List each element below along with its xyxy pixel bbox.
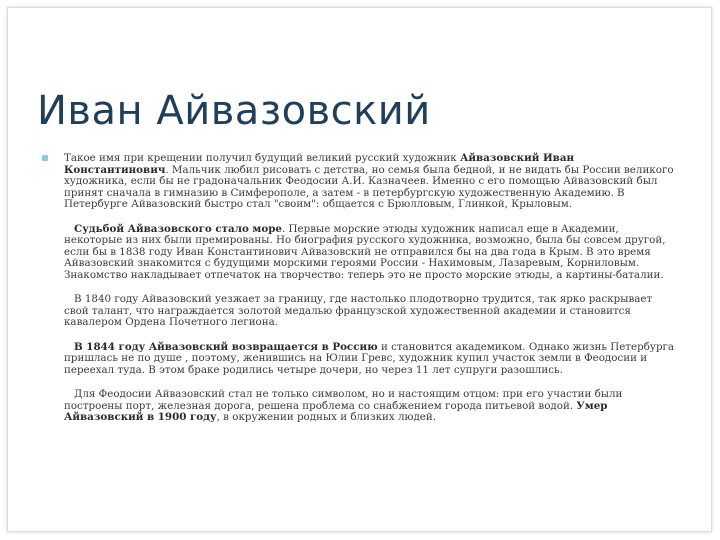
bold-text-run: В 1844 году Айвазовский возвращается в Россию — [74, 340, 378, 353]
text-run: . Первые морские этюды художник написал еще в Академии, некоторые из них были премированы. Но биография русского художника, возможно, была бы совсем другой, если бы в 1838 году Иван Константинович Айвазовский не отправился бы на два года в Крым. В это время Айвазовский знакомится с будущими морскими героями России - Нахимовым, Лазаревым, Корниловым. Знакомство накладывает отпечаток на творчество: теперь это не просто морские этюды, а картины-баталии. — [64, 222, 666, 281]
bold-text-run: Умер Айвазовский в 1900 году — [64, 399, 608, 423]
bold-text-run: Судьбой Айвазовского стало море — [74, 222, 282, 235]
slide-title: Иван Айвазовский — [37, 88, 431, 134]
text-run: Для Феодосии Айвазовский стал не только символом, но и настоящим отцом: при его участии были построены порт, железная дорога, решена проблема со снабжением города питьевой водой. — [64, 388, 623, 412]
text-run: , в окружении родных и близких людей. — [216, 411, 437, 423]
paragraph-3 — [42, 294, 678, 329]
slide-body — [42, 153, 678, 424]
text-run: Такое имя при крещении получил будущий великий русский художник — [64, 152, 460, 164]
text-run: и становится академиком. Однако жизнь Петербурга пришлась не по душе , поэтому, женившись на Юлии Гревс, художник купил участок земли в Феодосии и переехал туда. В этом браке родились четыре дочери, но через 11 лет супруги разошлись. — [64, 340, 675, 376]
paragraph-1 — [42, 153, 678, 211]
paragraph-2 — [42, 224, 678, 282]
paragraph-4 — [42, 342, 678, 377]
bullet-icon — [42, 155, 48, 161]
bold-text-run: Айвазовский Иван Константинович — [64, 152, 575, 176]
text-run: . Мальчик любил рисовать с детства, но семья была бедной, и не видать бы России великого художника, если бы не градоначальник Феодосии А.И. Казначеев. Именно с его помощью Айвазовский был принят сначала в гимназию в Симферополе, а затем - в петербургскую художественную Академию. В Петербурге Айвазовский быстро стал "своим": общается с Брюлловым, Глинкой, Крыловым. — [64, 163, 674, 210]
paragraph-5 — [42, 389, 678, 424]
text-run: В 1840 году Айвазовский уезжает за границу, где настолько плодотворно трудится, так ярко раскрывает свой талант, что награждается золотой медалью французской художественной академии и становится кавалером Ордена Почетного легиона. — [64, 293, 653, 328]
